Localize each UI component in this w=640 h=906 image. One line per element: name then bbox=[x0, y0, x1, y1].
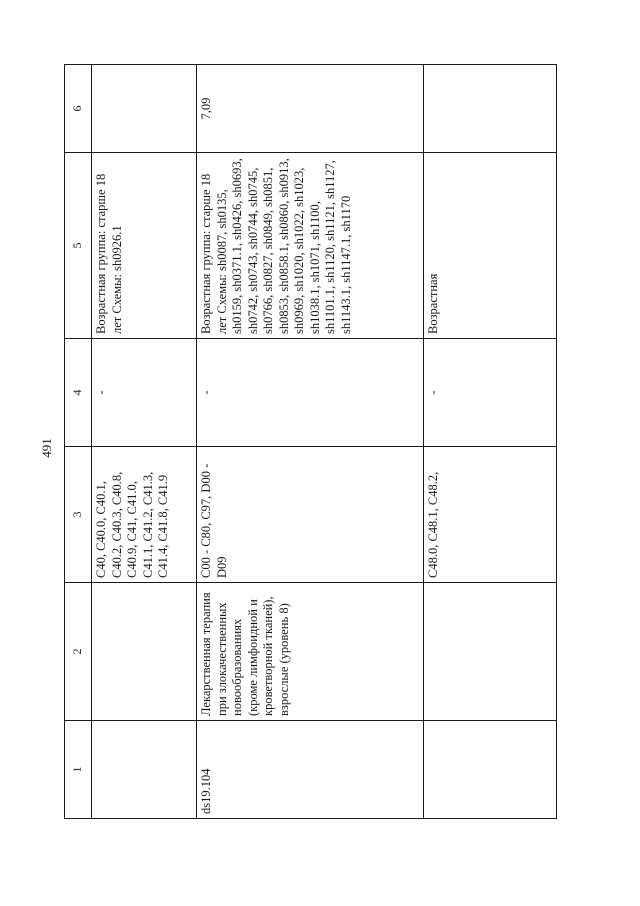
cell-criteria: Возрастная группа: старше 18 лет Схемы: sh0087, sh0135, sh0159, sh0371.1, sh0426, sh0693, sh0742, sh0743, sh0744, sh0745, sh0766, sh0827, sh0849, sh0851, sh0853, sh0858.1, sh0860, sh0913, sh0969, sh1020, sh1022, sh1023, sh1038.1, sh1071, sh1100, sh1101.1, sh1120, sh1121, sh1127, sh1143.1, sh1147.1, sh1170 bbox=[197, 153, 424, 339]
cell-icd: C40, C40.0, C40.1, C40.2, C40.3, C40.8, C40.9, C41, C41.0, C41.1, C41.2, C41.3, C41.4, C41.8, C41.9 bbox=[92, 447, 197, 583]
column-header: 2 bbox=[65, 583, 92, 721]
cell-coefficient bbox=[424, 65, 557, 153]
column-header: 4 bbox=[65, 339, 92, 447]
cell-code bbox=[92, 721, 197, 819]
page-number: 491 bbox=[39, 438, 54, 458]
cell-name bbox=[92, 583, 197, 721]
column-header: 6 bbox=[65, 65, 92, 153]
cell-code bbox=[424, 721, 557, 819]
cell-col4: - bbox=[92, 339, 197, 447]
column-header: 5 bbox=[65, 153, 92, 339]
cell-criteria: Возрастная bbox=[424, 153, 557, 339]
table-row bbox=[92, 65, 197, 819]
tariff-table bbox=[64, 64, 557, 819]
column-header: 1 bbox=[65, 721, 92, 819]
cell-icd: C48.0, C48.1, C48.2, bbox=[424, 447, 557, 583]
cell-name: Лекарственная терапия при злокачественных новообразованиях (кроме лимфоидной и кроветворной тканей), взрослые (уровень 8) bbox=[197, 583, 424, 721]
cell-col4: - bbox=[197, 339, 424, 447]
cell-coefficient bbox=[92, 65, 197, 153]
cell-col4: - bbox=[424, 339, 557, 447]
cell-coefficient: 7,09 bbox=[197, 65, 424, 153]
cell-name bbox=[424, 583, 557, 721]
cell-icd: C00 - C80, C97, D00 - D09 bbox=[197, 447, 424, 583]
cell-code: ds19.104 bbox=[197, 721, 424, 819]
tariff-table-container bbox=[68, 60, 552, 814]
table-header-row bbox=[65, 65, 92, 819]
column-header: 3 bbox=[65, 447, 92, 583]
cell-criteria: Возрастная группа: старше 18 лет Схемы: sh0926.1 bbox=[92, 153, 197, 339]
table-row bbox=[197, 65, 424, 819]
table-row bbox=[424, 65, 557, 819]
